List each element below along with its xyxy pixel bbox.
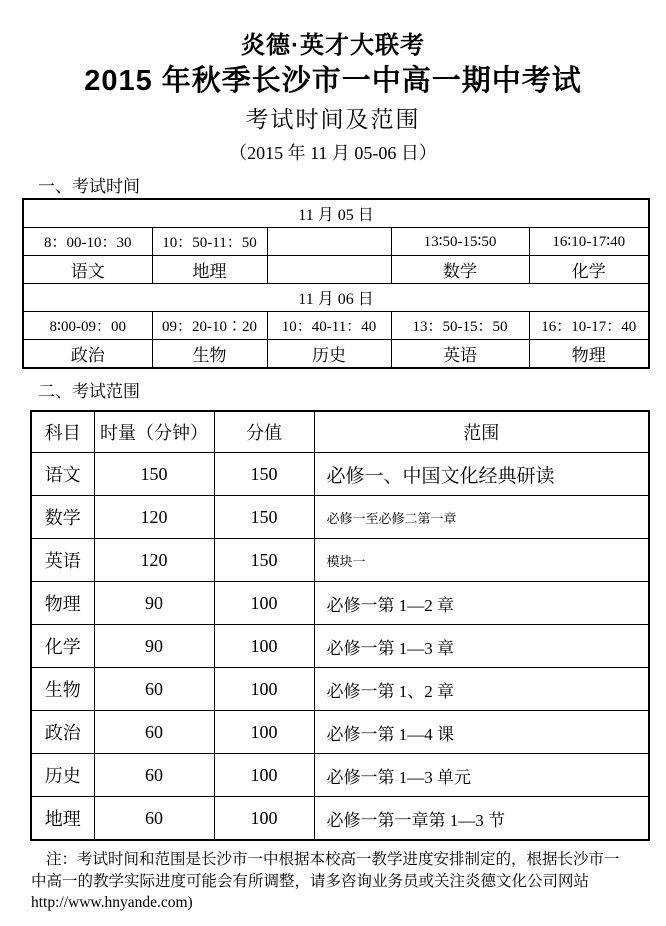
range-cell: 必修一第 1—3 章 <box>314 625 649 668</box>
range-cell: 必修一第 1—2 章 <box>314 582 649 625</box>
subject-cell: 地理 <box>31 797 94 841</box>
score-cell: 150 <box>214 453 314 496</box>
table-row <box>31 453 649 496</box>
subject-cell: 生物 <box>152 340 267 369</box>
table-row-subjects-nov06 <box>23 340 649 369</box>
subject-cell: 英语 <box>391 340 529 369</box>
time-slot: 16：10-17：40 <box>529 312 649 340</box>
exam-time-table <box>22 198 650 369</box>
col-header-subject: 科目 <box>31 411 94 453</box>
table-row-times-nov05 <box>23 228 649 256</box>
subject-cell: 历史 <box>267 340 391 369</box>
doc-subtitle: 考试时间及范围 <box>245 106 421 132</box>
col-header-minutes: 时量（分钟） <box>94 411 214 453</box>
subject-cell: 政治 <box>31 711 94 754</box>
subject-cell <box>267 256 391 284</box>
subject-cell: 地理 <box>152 256 267 284</box>
score-cell: 100 <box>214 625 314 668</box>
time-slot: 10：40-11：40 <box>267 312 391 340</box>
time-slot: 13∶50-15∶50 <box>391 228 529 256</box>
table-row <box>31 582 649 625</box>
table-row-subjects-nov05 <box>23 256 649 284</box>
score-cell: 150 <box>214 496 314 539</box>
footnote-line: 中高一的教学实际进度可能会有所调整，请多咨询业务员或关注炎德文化公司网站 <box>31 872 590 890</box>
subject-cell: 历史 <box>31 754 94 797</box>
range-cell: 必修一第一章第 1—3 节 <box>314 797 649 841</box>
section-exam-scope-title: 二、考试范围 <box>38 382 140 401</box>
table-row <box>31 754 649 797</box>
subject-cell: 英语 <box>31 539 94 582</box>
score-cell: 100 <box>214 754 314 797</box>
score-cell: 100 <box>214 668 314 711</box>
col-header-range: 范围 <box>314 411 649 453</box>
score-cell: 150 <box>214 539 314 582</box>
minutes-cell: 60 <box>94 668 214 711</box>
minutes-cell: 60 <box>94 711 214 754</box>
document-page <box>0 33 666 926</box>
score-cell: 100 <box>214 797 314 841</box>
time-slot: 16∶10-17∶40 <box>529 228 649 256</box>
range-cell: 必修一、中国文化经典研读 <box>314 453 649 496</box>
subject-cell: 化学 <box>31 625 94 668</box>
subject-cell: 数学 <box>391 256 529 284</box>
subject-cell: 语文 <box>23 256 152 284</box>
minutes-cell: 120 <box>94 496 214 539</box>
section-exam-time-title: 一、考试时间 <box>38 177 140 196</box>
exam-date: 11 月 06 日 <box>23 284 649 312</box>
footnote-url: http://www.hnyande.com) <box>31 894 193 911</box>
range-cell: 模块一 <box>314 539 649 582</box>
time-slot: 10：50-11：50 <box>152 228 267 256</box>
table-row <box>31 711 649 754</box>
time-slot <box>267 228 391 256</box>
range-cell: 必修一第 1、2 章 <box>314 668 649 711</box>
table-row-date-nov05 <box>23 199 649 228</box>
table-row <box>31 496 649 539</box>
subject-cell: 物理 <box>529 340 649 369</box>
exam-date: 11 月 05 日 <box>23 199 649 228</box>
exam-scope-table <box>30 410 650 841</box>
range-cell: 必修一第 1—3 单元 <box>314 754 649 797</box>
time-slot: 8∶00-09：00 <box>23 312 152 340</box>
subject-cell: 语文 <box>31 453 94 496</box>
footnote-line: 注：考试时间和范围是长沙市一中根据本校高一教学进度安排制定的，根据长沙市一 <box>46 851 620 868</box>
doc-date-range: （2015 年 11 月 05-06 日） <box>229 143 437 163</box>
table-row <box>31 625 649 668</box>
subject-cell: 化学 <box>529 256 649 284</box>
minutes-cell: 60 <box>94 754 214 797</box>
minutes-cell: 60 <box>94 797 214 841</box>
table-row-times-nov06 <box>23 312 649 340</box>
table-header-row <box>31 411 649 453</box>
minutes-cell: 150 <box>94 453 214 496</box>
subject-cell: 生物 <box>31 668 94 711</box>
col-header-score: 分值 <box>214 411 314 453</box>
score-cell: 100 <box>214 711 314 754</box>
table-row <box>31 668 649 711</box>
subject-cell: 数学 <box>31 496 94 539</box>
footnote <box>31 849 639 914</box>
doc-brand-title: 炎德·英才大联考 <box>241 32 425 59</box>
score-cell: 100 <box>214 582 314 625</box>
table-row-date-nov06 <box>23 284 649 312</box>
table-row <box>31 539 649 582</box>
doc-exam-title: 2015 年秋季长沙市一中高一期中考试 <box>84 65 582 97</box>
time-slot: 13：50-15：50 <box>391 312 529 340</box>
minutes-cell: 90 <box>94 625 214 668</box>
subject-cell: 物理 <box>31 582 94 625</box>
subject-cell: 政治 <box>23 340 152 369</box>
minutes-cell: 120 <box>94 539 214 582</box>
time-slot: 09：20-10∶20 <box>152 312 267 340</box>
minutes-cell: 90 <box>94 582 214 625</box>
time-slot: 8：00-10：30 <box>23 228 152 256</box>
table-row <box>31 797 649 841</box>
range-cell: 必修一第 1—4 课 <box>314 711 649 754</box>
range-cell: 必修一至必修二第一章 <box>314 496 649 539</box>
